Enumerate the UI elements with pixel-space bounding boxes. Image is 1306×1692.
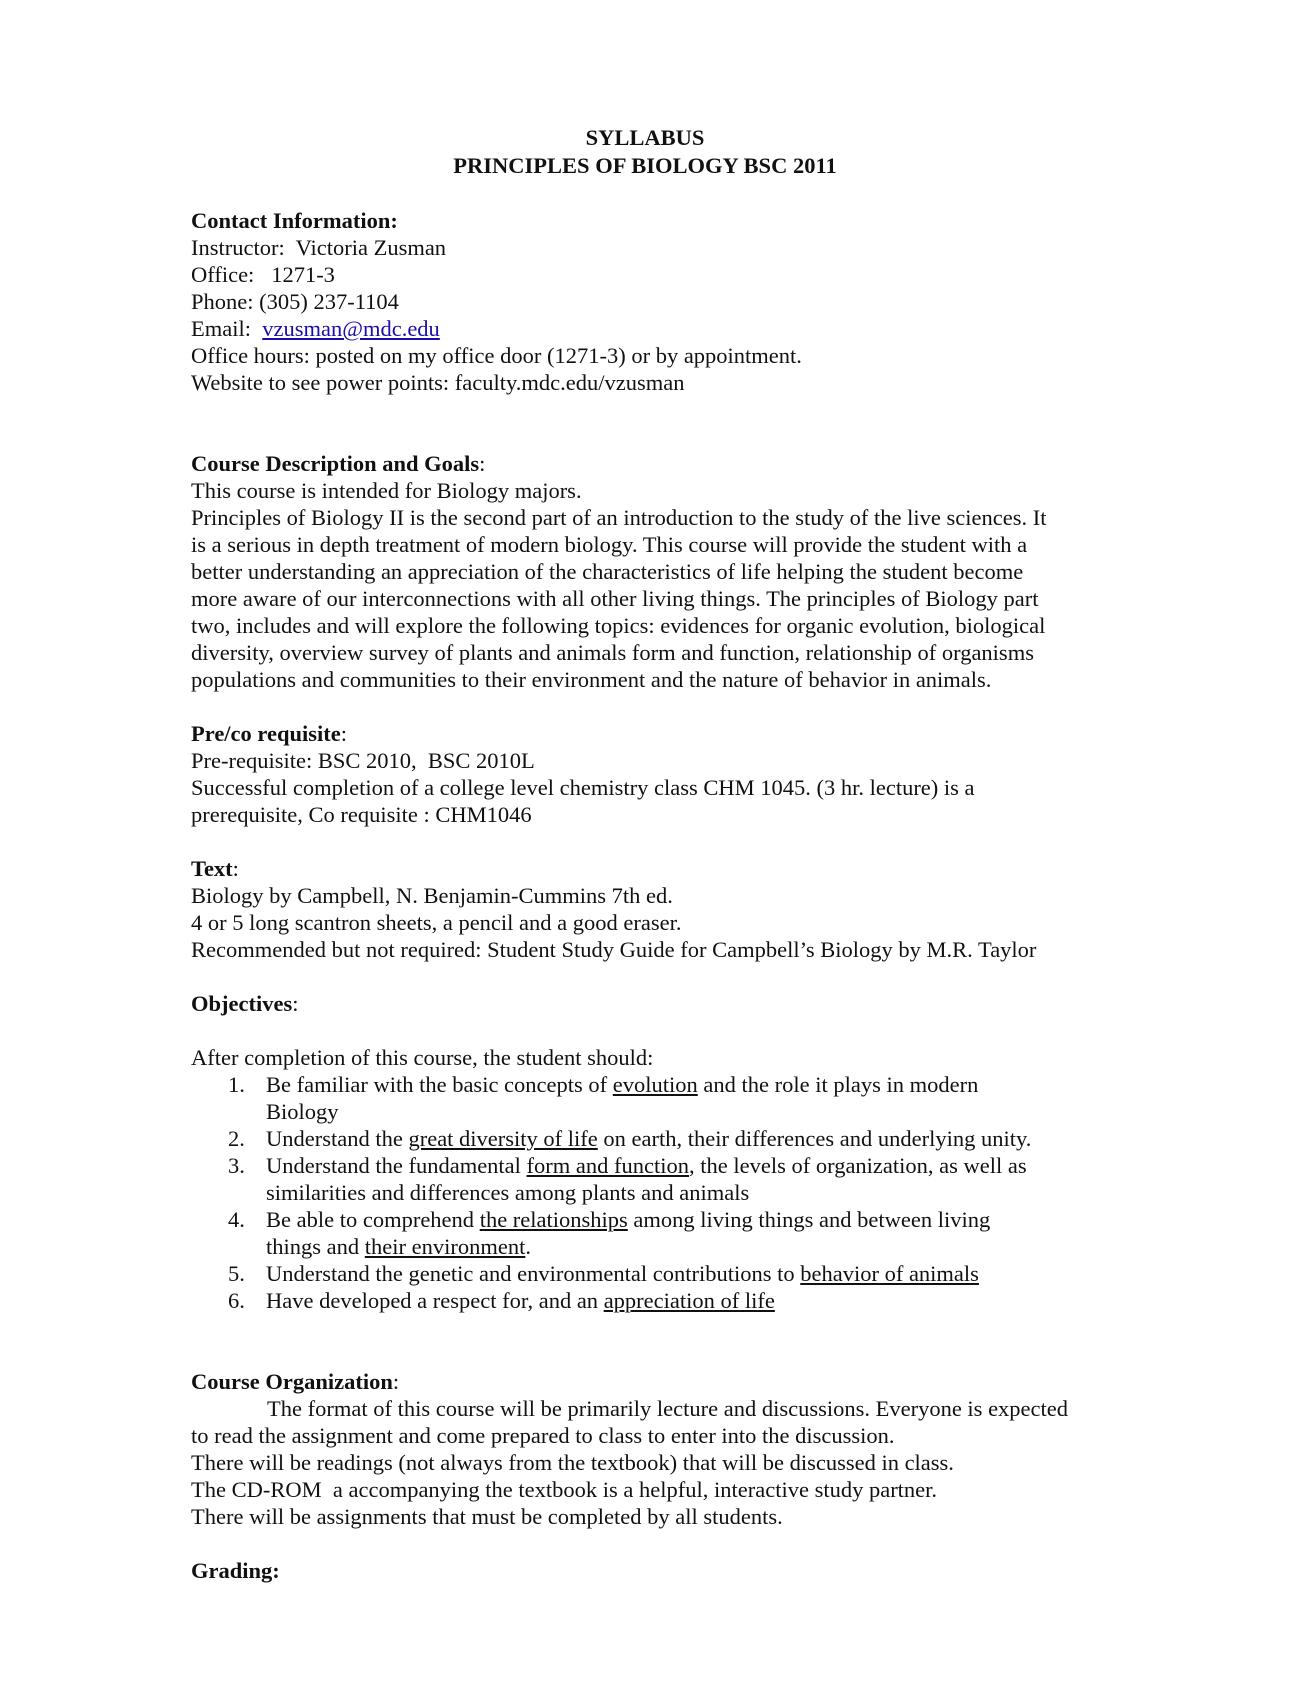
prerequisite-section [191,720,1131,828]
list-item [191,1260,1036,1287]
text-heading: Text [191,856,233,881]
phone-label: Phone: [191,289,254,314]
objectives-heading: Objectives [191,991,293,1016]
prerequisite-heading: Pre/co requisite [191,721,341,746]
phone-number: (305) 237-1104 [259,289,399,314]
organization-readings: There will be readings (not always from the textbook) that will be discussed in class. [191,1450,954,1475]
course-description-paragraph: Principles of Biology II is the second part of an introduction to the study of the live sciences. It is a serious in depth treatment of modern biology. This course will provide the student with a better understanding an appreciation of the characteristics of life helping the student become more aware of our interconnections with all other living things. The principles of Biology part two, includes and will explore the following topics: evidences for organic evolution, biological diversity, overview survey of plants and animals form and function, relationship of organisms populations and communities to their environment and the nature of behavior in animals. [191,505,1047,692]
heading-colon: : [392,1369,400,1394]
office-number: 1271-3 [271,262,335,287]
phone-line [191,288,1131,315]
grading-heading: Grading: [191,1558,280,1583]
list-number: 2. [228,1126,245,1151]
contact-heading: Contact Information: [191,208,398,233]
objective-keyword: evolution [612,1072,698,1097]
instructor-label: Instructor: [191,235,285,260]
recommended-line: Recommended but not required: Student Study Guide for Campbell’s Biology by M.R. Taylor [191,937,1037,962]
organization-cdrom: The CD-ROM a accompanying the textbook is a helpful, interactive study partner. [191,1477,938,1502]
instructor-line [191,234,1131,261]
heading-colon: : [340,721,348,746]
objective-text: . [525,1234,531,1259]
objective-text: among living things and between living things and [266,1207,991,1259]
website-line: Website to see power points: faculty.mdc.edu/vzusman [191,370,685,395]
objectives-section [191,990,1131,1314]
title-line-syllabus: SYLLABUS [585,125,705,150]
objective-text: Be familiar with the basic concepts of [266,1072,613,1097]
office-line [191,261,1131,288]
list-item [191,1206,1046,1260]
supplies-line: 4 or 5 long scantron sheets, a pencil and a good eraser. [191,910,682,935]
email-line [191,315,1131,342]
objective-keyword: great diversity of life [408,1126,598,1151]
prerequisite-heading-row [191,720,1131,747]
organization-heading: Course Organization [191,1369,393,1394]
course-description-section [191,450,1131,693]
organization-assignments: There will be assignments that must be completed by all students. [191,1504,783,1529]
objective-keyword: their environment [364,1234,526,1259]
course-description-heading-row [191,450,1131,477]
objective-text: Understand the genetic and environmental contributions to [266,1261,801,1286]
objective-keyword: behavior of animals [800,1261,979,1286]
organization-section [191,1368,1131,1530]
objective-text: Have developed a respect for, and an [266,1288,604,1313]
objective-text: , the levels of organization, as well as similarities and differences among plants and animals [266,1153,1027,1205]
contact-section [191,207,1131,396]
objectives-list [191,1071,1131,1314]
prerequisite-paragraph: Successful completion of a college level chemistry class CHM 1045. (3 hr. lecture) is a prerequisite, Co requisite : CHM1046 [191,775,975,827]
objectives-heading-row [191,990,1131,1017]
list-item [191,1125,1036,1152]
course-description-heading: Course Description and Goals [191,451,480,476]
organization-paragraph: The format of this course will be primarily lecture and discussions. Everyone is expected to read the assignment and come prepared to class to enter into the discussion. [191,1396,1069,1448]
objective-keyword: the relationships [479,1207,628,1232]
list-number: 6. [228,1288,245,1313]
office-hours: Office hours: posted on my office door (1271-3) or by appointment. [191,343,802,368]
course-description-intro: This course is intended for Biology majors. [191,478,582,503]
list-number: 5. [228,1261,245,1286]
textbook-line: Biology by Campbell, N. Benjamin-Cummins 7th ed. [191,883,673,908]
prerequisite-courses: Pre-requisite: BSC 2010, BSC 2010L [191,748,535,773]
objective-text: Be able to comprehend [266,1207,480,1232]
objective-text: and the role it plays in modern Biology [266,1072,979,1124]
list-item [191,1152,1036,1206]
list-item [191,1287,1036,1314]
document-title [159,124,1131,180]
objective-text: Understand the [266,1126,409,1151]
objectives-intro: After completion of this course, the student should: [191,1045,654,1070]
list-item [191,1071,1036,1125]
email-label: Email: [191,316,251,341]
heading-colon: : [479,451,486,476]
objective-keyword: appreciation of life [603,1288,775,1313]
organization-heading-row [191,1368,1131,1395]
grading-section [191,1557,1131,1584]
list-number: 1. [228,1072,245,1097]
heading-colon: : [232,856,239,881]
list-number: 3. [228,1153,245,1178]
list-number: 4. [228,1207,245,1232]
objective-text: on earth, their differences and underlying unity. [597,1126,1032,1151]
syllabus-page [191,124,1131,1584]
heading-colon: : [292,991,299,1016]
objective-keyword: form and function [526,1153,690,1178]
instructor-name: Victoria Zusman [295,235,447,260]
text-section [191,855,1131,963]
email-link[interactable]: vzusman@mdc.edu [262,316,440,341]
text-heading-row [191,855,1131,882]
objective-text: Understand the fundamental [266,1153,527,1178]
office-label: Office: [191,262,255,287]
title-line-course: PRINCIPLES OF BIOLOGY BSC 2011 [453,153,837,178]
